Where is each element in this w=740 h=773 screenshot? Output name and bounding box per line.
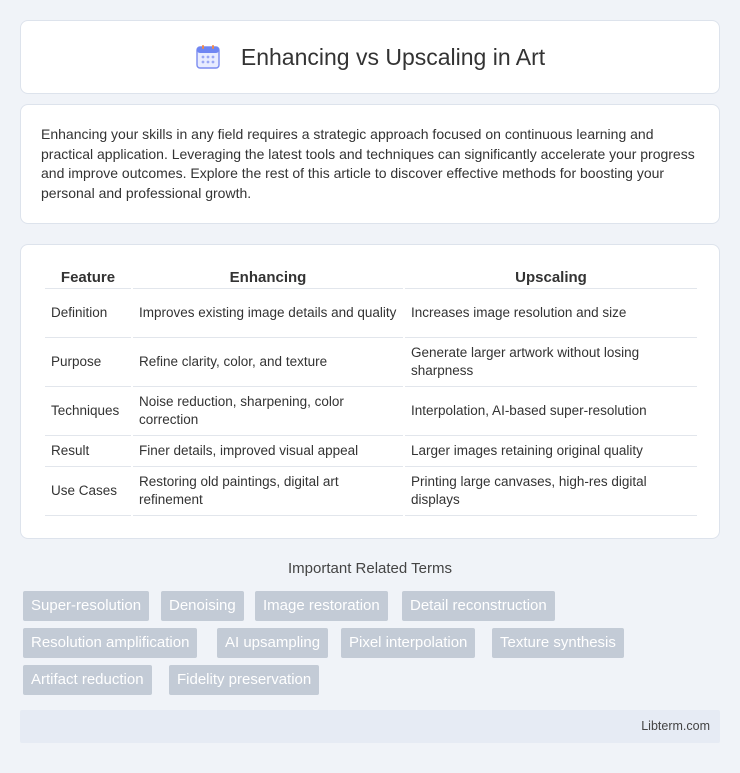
table-cell: Techniques (45, 387, 131, 436)
table-row (45, 289, 697, 338)
table-cell: Restoring old paintings, digital art refinement (133, 467, 403, 516)
page-title: Enhancing vs Upscaling in Art (240, 43, 546, 70)
header-feature: Feature (45, 261, 131, 289)
tag-image-restoration[interactable]: Image restoration (255, 591, 388, 621)
tag-fidelity-preservation[interactable]: Fidelity preservation (169, 665, 319, 695)
header-upscaling: Upscaling (405, 261, 697, 289)
related-terms-title: Important Related Terms (288, 560, 452, 577)
table-cell: Result (45, 436, 131, 467)
tag-super-resolution[interactable]: Super-resolution (23, 591, 149, 621)
table-row (45, 467, 697, 516)
table-cell: Finer details, improved visual appeal (133, 436, 403, 467)
tag-detail-reconstruction[interactable]: Detail reconstruction (402, 591, 555, 621)
table-cell: Noise reduction, sharpening, color correction (133, 387, 403, 436)
tag-resolution-amplification[interactable]: Resolution amplification (23, 628, 197, 658)
table-cell: Interpolation, AI-based super-resolution (405, 387, 697, 436)
comparison-table (43, 261, 699, 516)
tag-denoising[interactable]: Denoising (161, 591, 244, 621)
table-row (45, 387, 697, 436)
table-cell: Purpose (45, 338, 131, 387)
tag-texture-synthesis[interactable]: Texture synthesis (492, 628, 624, 658)
tag-pixel-interpolation[interactable]: Pixel interpolation (341, 628, 475, 658)
footer (20, 710, 720, 743)
tag-ai-upsampling[interactable]: AI upsampling (217, 628, 328, 658)
table-cell: Generate larger artwork without losing sharpness (405, 338, 697, 387)
table-cell: Increases image resolution and size (405, 289, 697, 338)
intro-card (20, 104, 720, 224)
tag-artifact-reduction[interactable]: Artifact reduction (23, 665, 152, 695)
table-cell: Larger images retaining original quality (405, 436, 697, 467)
footer-site-link[interactable]: Libterm.com (641, 719, 710, 733)
comparison-table-card (20, 244, 720, 539)
calendar-icon (195, 44, 221, 70)
header-enhancing: Enhancing (133, 261, 403, 289)
intro-text: Enhancing your skills in any field requires a strategic approach focused on continuous learning and practical application. Leveraging the latest tools and techniques can significantly accelerate your progress and improve outcomes. Explore the rest of this article to discover effective methods for boosting your personal and professional growth. (41, 126, 695, 201)
table-cell: Improves existing image details and quality (133, 289, 403, 338)
table-cell: Refine clarity, color, and texture (133, 338, 403, 387)
title-card (20, 20, 720, 94)
table-cell: Printing large canvases, high-res digital displays (405, 467, 697, 516)
table-cell: Definition (45, 289, 131, 338)
table-cell: Use Cases (45, 467, 131, 516)
table-row (45, 436, 697, 467)
table-row (45, 338, 697, 387)
